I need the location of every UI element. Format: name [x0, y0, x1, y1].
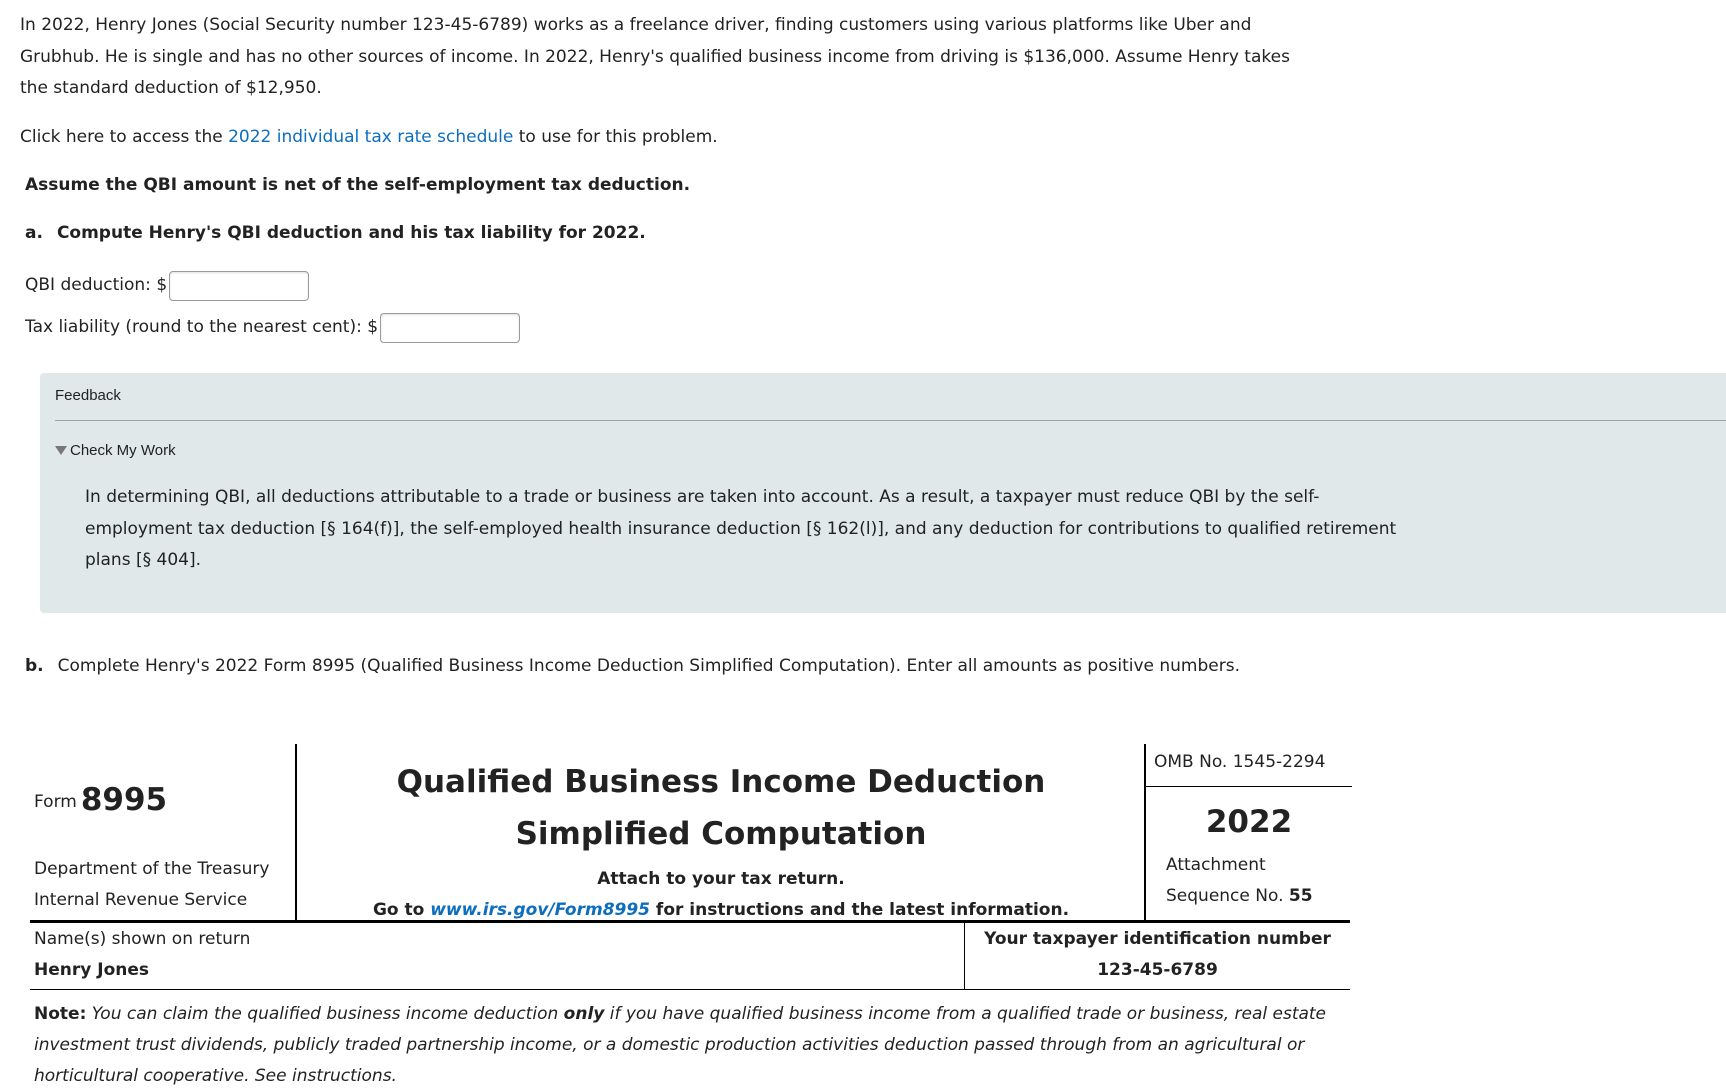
qbi-deduction-row	[25, 270, 309, 301]
tax-liability-row	[25, 312, 520, 343]
form-header-right	[1144, 744, 1352, 920]
form-header-title	[297, 744, 1145, 920]
rate-schedule-prefix: Click here to access the	[20, 127, 229, 147]
goto-suffix: for instructions and the latest information.	[650, 900, 1070, 920]
sequence-label: Sequence No.	[1166, 886, 1289, 906]
attachment-label: Attachment	[1166, 855, 1266, 875]
qbi-deduction-label: QBI deduction: $	[25, 275, 168, 295]
name-label: Name(s) shown on return	[34, 929, 251, 949]
attach-instruction: Attach to your tax return.	[597, 869, 845, 889]
feedback-divider	[55, 420, 1726, 421]
irs-form-link[interactable]: www.irs.gov/Form8995	[430, 900, 651, 920]
tax-liability-input[interactable]	[380, 313, 520, 343]
form-word: Form	[34, 792, 77, 812]
note-text-1: You can claim the qualified business income deduction	[86, 1004, 564, 1024]
form-number: 8995	[80, 782, 168, 818]
tin-box	[965, 923, 1350, 989]
feedback-text: In determining QBI, all deductions attributable to a trade or business are taken into account. As a result, a taxpayer must reduce QBI by the self-employment tax deduction [§ 164(f)], the self-employed health insurance deduction [§ 162(l)], and any deduction for contributions to qualified retirement plans [§ 404].	[85, 487, 1397, 570]
omb-divider	[1146, 786, 1352, 787]
goto-prefix: Go to	[372, 900, 431, 920]
sequence-number: 55	[1288, 886, 1313, 906]
part-b-text: Complete Henry's 2022 Form 8995 (Qualified Business Income Deduction Simplified Computation). Enter all amounts as positive numbers.	[57, 656, 1240, 676]
form-label	[34, 782, 167, 818]
part-a-letter: a.	[25, 223, 43, 243]
form-header-left	[30, 744, 297, 920]
part-b-question	[25, 650, 1255, 682]
department-line-2: Internal Revenue Service	[34, 890, 248, 910]
part-a-question	[25, 218, 646, 249]
name-value: Henry Jones	[34, 960, 149, 980]
problem-intro: In 2022, Henry Jones (Social Security number 123-45-6789) works as a freelance driver, finding customers using various platforms like Uber and Grubhub. He is single and has no other sources of income. In 2022, Henry's qualified business income from driving is $136,000. Assume Henry takes the standard deduction of $12,950.	[20, 15, 1290, 98]
tin-value: 123-45-6789	[1097, 960, 1218, 980]
feedback-title: Feedback	[55, 387, 121, 404]
rate-schedule-suffix: to use for this problem.	[513, 127, 718, 147]
form-8995	[30, 744, 1350, 1090]
tax-liability-label: Tax liability (round to the nearest cent): $	[25, 317, 379, 337]
tax-year: 2022	[1205, 804, 1293, 840]
form-title-line-1: Qualified Business Income Deduction	[396, 764, 1046, 800]
note-text-2: if you have qualified business income from a qualified trade or business, real estate investment trust dividends, publicly traded partnership income, or a domestic production activities deduction passed through from an agricultural or horticultural cooperative. See instructions.	[34, 1004, 1327, 1086]
name-divider	[30, 989, 1350, 990]
department-block	[34, 854, 269, 916]
part-b-letter: b.	[25, 656, 44, 676]
part-a-text: Compute Henry's QBI deduction and his tax liability for 2022.	[56, 223, 646, 243]
omb-number: OMB No. 1545-2294	[1154, 752, 1326, 772]
tax-rate-schedule-link[interactable]: 2022 individual tax rate schedule	[228, 127, 514, 147]
rate-schedule-line	[20, 122, 718, 153]
form-title-line-2: Simplified Computation	[515, 816, 927, 852]
check-my-work-toggle[interactable]	[55, 442, 176, 459]
form-note	[34, 999, 1350, 1092]
form-title	[297, 744, 1145, 860]
name-box	[30, 923, 965, 989]
feedback-panel	[40, 373, 1726, 613]
triangle-down-icon	[55, 446, 67, 455]
note-label: Note:	[34, 1004, 87, 1024]
qbi-deduction-input[interactable]	[169, 271, 309, 301]
attachment-sequence	[1166, 850, 1313, 912]
note-only: only	[563, 1004, 605, 1024]
qbi-assumption: Assume the QBI amount is net of the self-employment tax deduction.	[25, 175, 691, 195]
check-my-work-label: Check My Work	[70, 442, 176, 459]
tin-label: Your taxpayer identification number	[984, 929, 1331, 949]
department-line-1: Department of the Treasury	[34, 859, 270, 879]
